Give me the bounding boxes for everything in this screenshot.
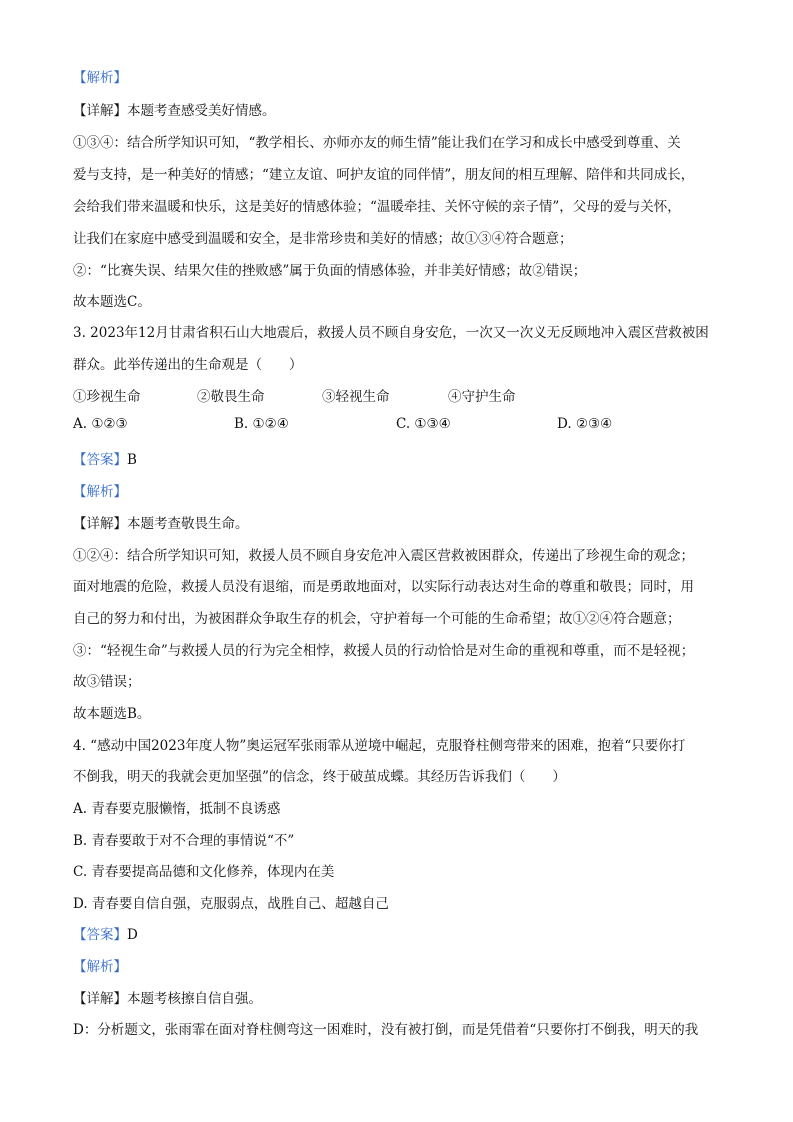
detail-heading: 【详解】本题考核擦自信自强。: [73, 991, 262, 1007]
analysis-tag: 【解析】: [73, 959, 127, 975]
explanation-line: 故③错误；: [73, 674, 141, 690]
answer-option: D. ②③④: [557, 416, 613, 432]
statement-item: ①珍视生命: [73, 389, 141, 405]
conclusion: 故本题选C。: [73, 294, 151, 310]
explanation-line: ③：“轻视生命”与救援人员的行为完全相悖，救援人员的行动恰恰是对生命的重视和尊重，而不是轻视；: [73, 643, 695, 659]
explanation-line: D：分析题文，张雨霏在面对脊柱侧弯这一困难时，没有被打倒，而是凭借着“只要你打不倒我，明天的我: [73, 1022, 699, 1038]
explanation-line: 自己的努力和付出，为被困群众争取生存的机会，守护着每一个可能的生命希望；故①②④符合题意；: [73, 611, 681, 627]
explanation-line: 爱与支持，是一种美好的情感；“建立友谊、呵护友谊的同伴情”，朋友间的相互理解、陪伴和共同成长，: [73, 167, 695, 183]
statement-item: ③轻视生命: [322, 389, 390, 405]
statement-item: ④守护生命: [448, 389, 516, 405]
explanation-line: ①③④：结合所学知识可知，“教学相长、亦师亦友的师生情”能让我们在学习和成长中感受到尊重、关: [73, 135, 681, 151]
answer-value: B: [127, 452, 137, 468]
explanation-line: 面对地震的危险，救援人员没有退缩，而是勇敢地面对，以实际行动表达对生命的尊重和敬畏；同时，用: [73, 579, 694, 595]
analysis-tag: 【解析】: [73, 484, 127, 500]
answer-option: A. ①②③: [73, 416, 128, 432]
answer-value: D: [127, 927, 138, 943]
question-stem: 3. 2023年12月甘肃省积石山大地震后，救援人员不顾自身安危，一次又一次义无反顾地冲入震区营救被困: [73, 325, 709, 341]
answer-tag: 【答案】: [73, 452, 127, 468]
explanation-line: 会给我们带来温暖和快乐，这是美好的情感体验；“温暖牵挂、关怀守候的亲子情”，父母的爱与关怀，: [73, 199, 681, 215]
explanation-line: ①②④：结合所学知识可知，救援人员不顾自身安危冲入震区营救被困群众，传递出了珍视生命的观念；: [73, 548, 694, 564]
answer-option: D. 青春要自信自强，克服弱点，战胜自己、超越自己: [73, 896, 389, 912]
answer-line: [73, 923, 138, 943]
answer-option: A. 青春要克服懒惰，抵制不良诱惑: [73, 801, 281, 817]
answer-option: C. 青春要提高品德和文化修养，体现内在美: [73, 864, 335, 880]
detail-heading: 【详解】本题考查感受美好情感。: [73, 103, 276, 119]
detail-heading: 【详解】本题考查敬畏生命。: [73, 516, 249, 532]
answer-tag: 【答案】: [73, 927, 127, 943]
question-stem: 4. “感动中国2023年度人物”奥运冠军张雨霏从逆境中崛起，克服脊柱侧弯带来的困难，抱着“只要你打: [73, 738, 686, 754]
question-stem: 不倒我，明天的我就会更加坚强”的信念，终于破茧成蝶。其经历告诉我们（ ）: [73, 769, 566, 785]
analysis-tag: 【解析】: [73, 70, 127, 86]
answer-option: B. ①②④: [234, 416, 289, 432]
answer-line: [73, 448, 137, 468]
explanation-line: ②：“比赛失误、结果欠佳的挫败感”属于负面的情感体验，并非美好情感；故②错误；: [73, 263, 587, 279]
explanation-line: 让我们在家庭中感受到温暖和安全，是非常珍贵和美好的情感；故①③④符合题意；: [73, 231, 573, 247]
question-stem: 群众。此举传递出的生命观是（ ）: [73, 357, 303, 373]
statement-item: ②敬畏生命: [197, 389, 265, 405]
answer-option: B. 青春要敢于对不合理的事情说“不”: [73, 833, 295, 849]
conclusion: 故本题选B。: [73, 706, 151, 722]
answer-option: C. ①③④: [396, 416, 451, 432]
